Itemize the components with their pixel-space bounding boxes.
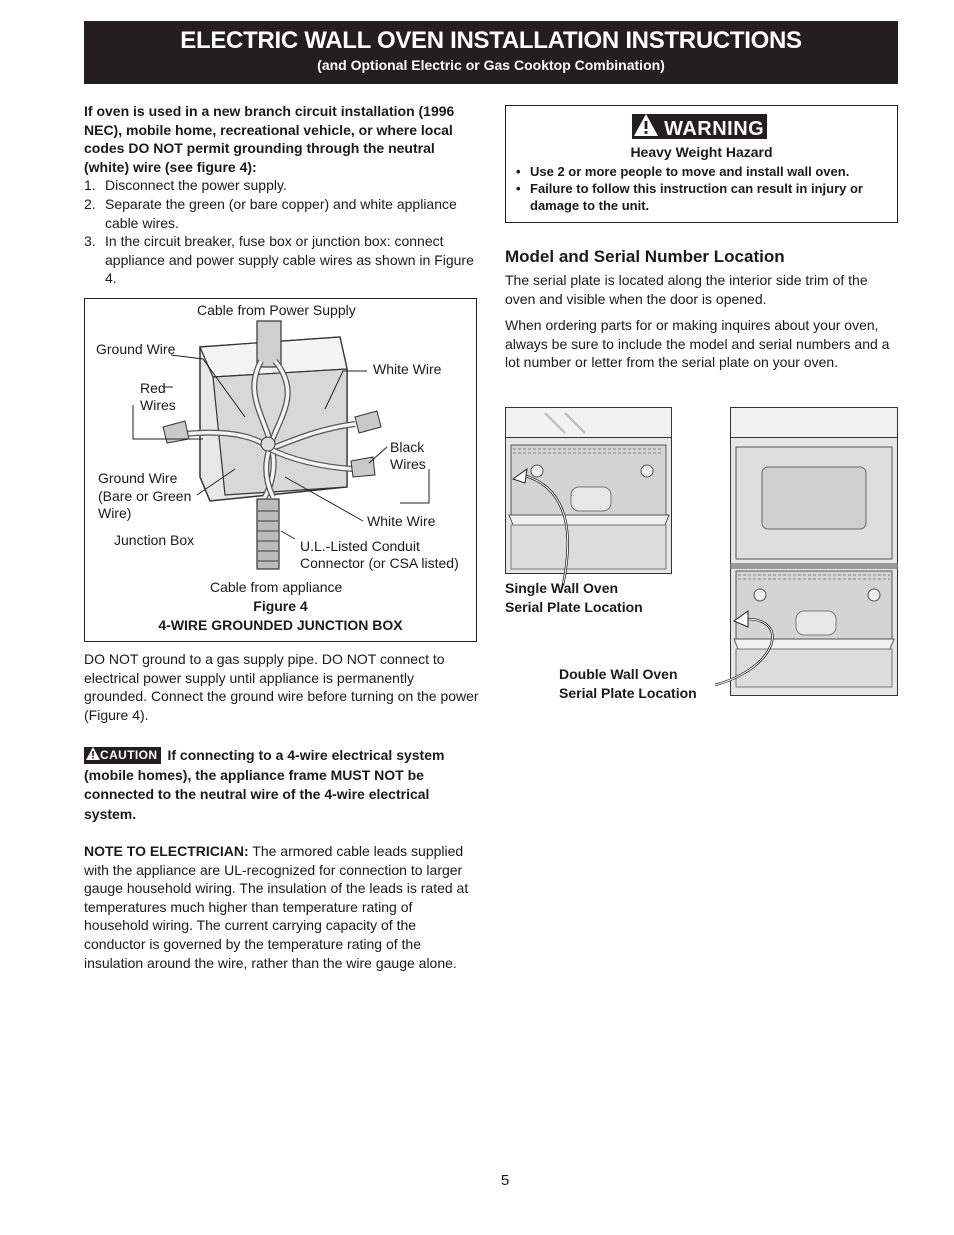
figure-caption: 4-WIRE GROUNDED JUNCTION BOX <box>158 617 403 633</box>
ground-note: DO NOT ground to a gas supply pipe. DO NOT connect to electrical power supply until appliance is permanently grounded. Connect the ground wire before turning on the power (Figure 4). <box>84 651 479 723</box>
note-label: NOTE TO ELECTRICIAN: <box>84 843 249 859</box>
warning-bullet: • Use 2 or more people to move and install wall oven. <box>516 164 850 179</box>
left-column-intro <box>84 102 479 288</box>
double-wall-oven-illustration <box>715 408 898 696</box>
page-header <box>84 21 898 84</box>
label-cable-from-appliance: Cable from appliance <box>210 579 343 595</box>
note-to-electrician <box>84 842 479 972</box>
single-wall-oven-illustration <box>506 408 672 586</box>
warning-box <box>505 105 898 223</box>
warning-triangle-icon <box>86 747 100 764</box>
warning-title: Heavy Weight Hazard <box>630 144 773 160</box>
page-subtitle: (and Optional Electric or Gas Cooktop Combination) <box>317 57 665 73</box>
label-ground-wire-bare-1: Ground Wire <box>98 470 178 486</box>
step-item: 1. Disconnect the power supply. <box>84 177 287 194</box>
figure-number: Figure 4 <box>253 598 308 614</box>
note-text: The armored cable leads supplied with the appliance are UL-recognized for connection to larger gauge household wiring. The insulation of the leads is rated at temperatures much higher than temperature rating of household wiring. The current carrying capacity of the conductor is governed by the temperature rating of the insulation around the wire, rather than the wire gauge alone. <box>84 843 469 971</box>
figure-junction-box <box>84 298 477 642</box>
caution-block <box>84 746 479 824</box>
step-item: 3. In the circuit breaker, fuse box or junction box: connect appliance and power supply cable wires as shown in Figure 4. <box>84 233 474 287</box>
label-conduit-1: U.L.-Listed Conduit <box>300 538 420 554</box>
serial-paragraph-1: The serial plate is located along the interior side trim of the oven and visible when the door is opened. <box>505 272 868 307</box>
label-black-wires-1: Black <box>390 439 425 455</box>
single-oven-label: Single Wall Oven Serial Plate Location <box>505 580 643 615</box>
label-ground-wire-bare-3: Wire) <box>98 505 132 521</box>
label-white-wire-top: White Wire <box>373 361 442 377</box>
label-red-wires-1: Red <box>140 380 166 396</box>
page-number: 5 <box>500 1172 510 1189</box>
label-cable-from-power: Cable from Power Supply <box>197 302 356 318</box>
label-red-wires-2: Wires <box>140 397 176 413</box>
step-item: 2. Separate the green (or bare copper) and white appliance cable wires. <box>84 195 457 231</box>
caution-text: If connecting to a 4-wire electrical system (mobile homes), the appliance frame MUST NOT be connected to the neutral wire of the 4-wire electrical system. <box>84 747 445 822</box>
oven-illustrations <box>505 407 898 697</box>
label-junction-box: Junction Box <box>114 532 195 548</box>
label-black-wires-2: Wires <box>390 456 426 472</box>
warning-bullet: • Failure to follow this instruction can result in injury or damage to the unit. <box>516 181 863 213</box>
warning-triangle-icon <box>634 114 658 143</box>
serial-paragraph-2: When ordering parts for or making inquires about your oven, always be sure to include the model and serial numbers and a lot number or letter from the serial plate on your oven. <box>505 317 890 371</box>
intro-bold-text: If oven is used in a new branch circuit installation (1996 NEC), mobile home, recreational vehicle, or where local codes DO NOT permit grounding through the neutral (white) wire (see figure 4): <box>84 103 455 175</box>
label-white-wire-bottom: White Wire <box>367 513 436 529</box>
label-ground-wire: Ground Wire <box>96 341 176 357</box>
warning-badge: WARNING <box>632 114 767 139</box>
double-oven-label: Double Wall Oven Serial Plate Location <box>559 666 697 701</box>
label-conduit-2: Connector (or CSA listed) <box>300 555 459 571</box>
serial-heading: Model and Serial Number Location <box>505 247 785 266</box>
caution-badge: CAUTION <box>84 747 161 764</box>
steps-list <box>84 176 479 288</box>
page-title: ELECTRIC WALL OVEN INSTALLATION INSTRUCTIONS <box>180 27 802 54</box>
label-ground-wire-bare-2: (Bare or Green <box>98 488 192 504</box>
warning-list <box>516 163 888 214</box>
